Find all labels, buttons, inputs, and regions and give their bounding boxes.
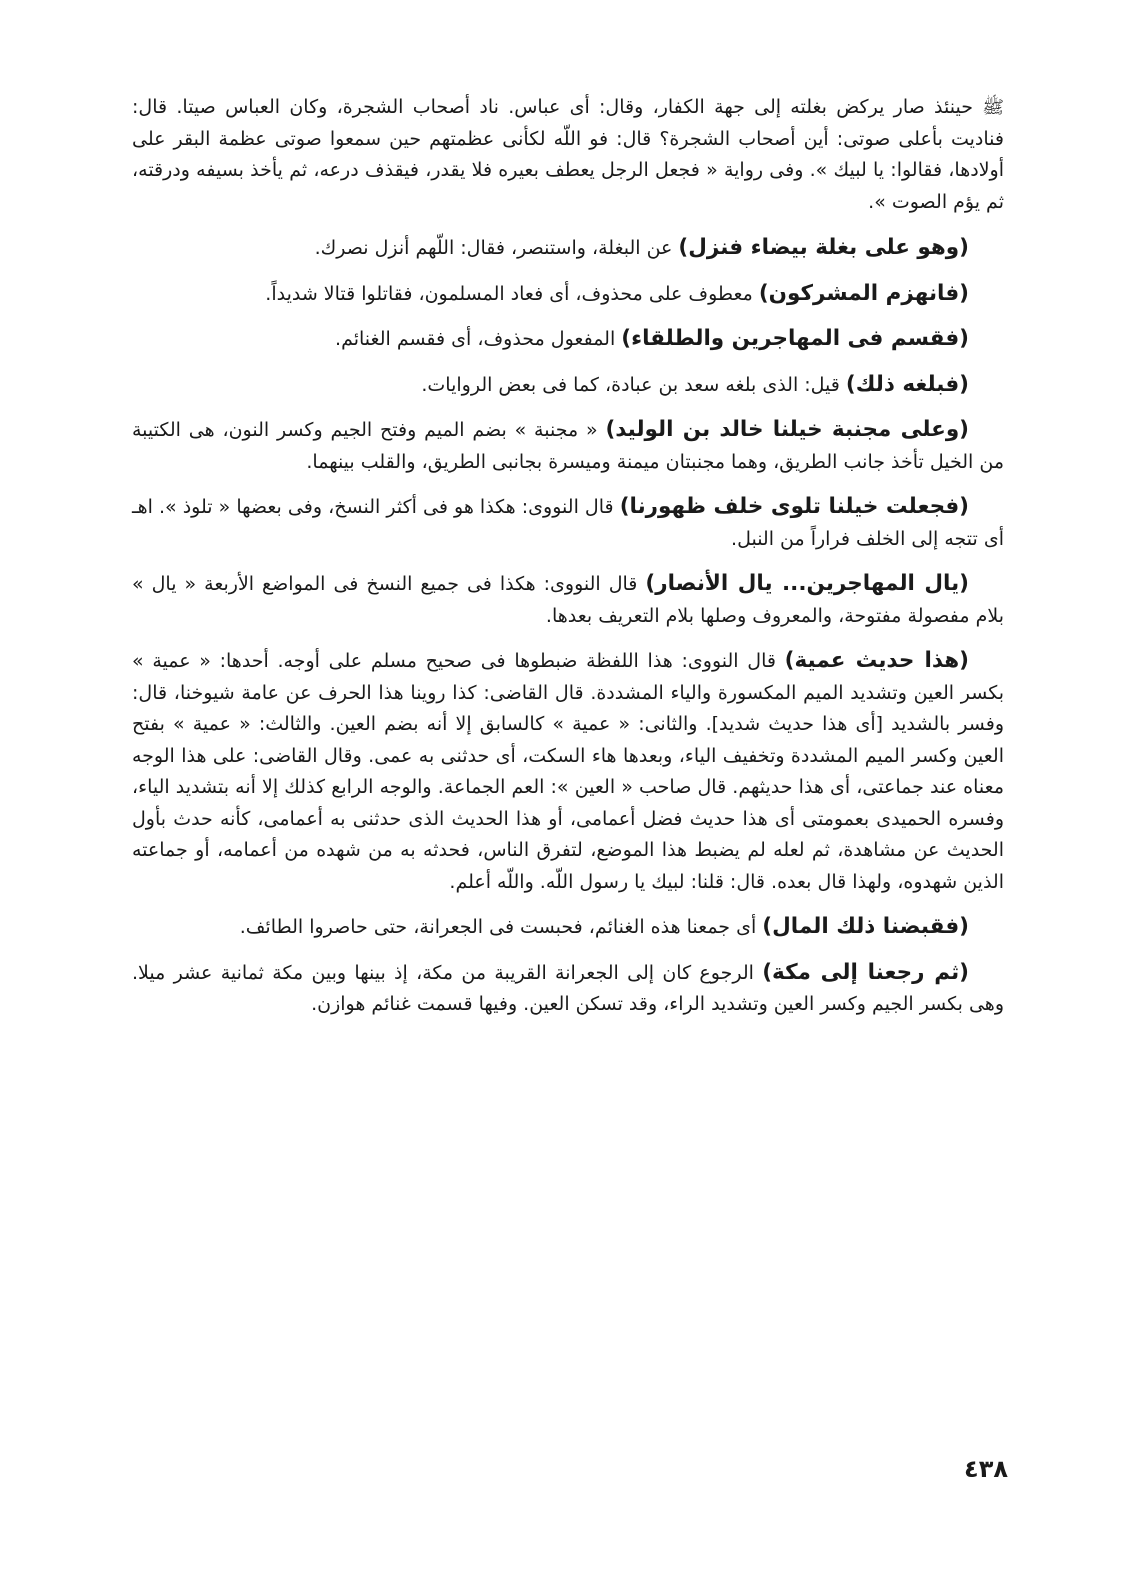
entry-lead: (وعلى مجنبة خيلنا خالد بن الوليد) bbox=[605, 417, 970, 442]
entry-text: أى جمعنا هذه الغنائم، فحبست فى الجعرانة، حتى حاصروا الطائف. bbox=[239, 916, 763, 938]
entry-paragraph bbox=[132, 491, 1004, 555]
entry-paragraph bbox=[132, 911, 1004, 944]
entry-text: « مجنبة » بضم الميم وفتح الجيم وكسر النون، هى الكتيبة من الخيل تأخذ جانب الطريق، وهما مجنبتان ميمنة وميسرة بجانبى الطريق، والقلب بينهما. bbox=[132, 419, 1004, 473]
salutation-seal: ﷺ bbox=[982, 97, 1004, 118]
entry-lead: (ثم رجعنا إلى مكة) bbox=[762, 959, 969, 985]
entry-text: قال النووى: هكذا هو فى أكثر النسخ، وفى بعضها « تلوذ ». اهـ أى تتجه إلى الخلف فراراً من النبل. bbox=[132, 496, 1004, 550]
entry-lead: (فقبضنا ذلك المال) bbox=[762, 914, 969, 939]
entry-text: قال النووى: هكذا فى جميع النسخ فى المواضع الأربعة « يال » بلام مفصولة مفتوحة، والمعروف وصلها بلام التعريف بعدها. bbox=[132, 573, 1004, 627]
entry-lead: (هذا حديث عمية) bbox=[784, 648, 969, 673]
entry-lead: (يال المهاجرين... يال الأنصار) bbox=[645, 571, 969, 596]
intro-text: حينئذ صار يركض بغلته إلى جهة الكفار، وقال: أى عباس. ناد أصحاب الشجرة، وكان العباس صيتا. قال: فناديت بأعلى صوتى: أين أصحاب الشجرة؟ قال: فو اللّه لكأنى عظمتهم حين سمعوا صوتى عظمة البقر على أولادها، فقالوا: يا لبيك ». وفى رواية « فجعل الرجل يعطف بعيره فلا يقدر، فيقذف درعه، ثم يأخذ بسيفه ودرقته، ثم يؤم الصوت ». bbox=[132, 96, 1004, 213]
entry-paragraph bbox=[132, 232, 1004, 265]
entry-paragraph bbox=[132, 568, 1004, 632]
entry-paragraph bbox=[132, 414, 1004, 478]
entry-paragraph bbox=[132, 369, 1004, 402]
entry-paragraph bbox=[132, 645, 1004, 898]
entry-lead: (فقسم فى المهاجرين والطلقاء) bbox=[621, 326, 969, 351]
entry-paragraph bbox=[132, 957, 1004, 1021]
entry-lead: (وهو على بغلة بيضاء فنزل) bbox=[678, 235, 969, 260]
page-number: ٤٣٨ bbox=[964, 1455, 1008, 1483]
entry-text: الرجوع كان إلى الجعرانة القريبة من مكة، إذ بينها وبين مكة ثمانية عشر ميلا. وهى بكسر الجيم وكسر العين وتشديد الراء، وقد تسكن العين. وفيها قسمت غنائم هوازن. bbox=[132, 961, 1004, 1015]
entry-paragraph bbox=[132, 278, 1004, 311]
entry-lead: (فبلغه ذلك) bbox=[845, 371, 969, 397]
entry-text: قال النووى: هذا اللفظة ضبطوها فى صحيح مسلم على أوجه. أحدها: « عمية » بكسر العين وتشديد الميم المكسورة والياء المشددة. قال القاضى: كذا روينا هذا الحرف عن عامة شيوخنا، قال: وفسر بالشديد [أى هذا حديث شديد]. والثانى: « عمية » كالسابق إلا أنه بضم العين. والثالث: « عمية » بفتح العين وكسر الميم المشددة وتخفيف الياء، وبعدها هاء السكت، أى حدثنى به عمى. وقال القاضى: على هذا الوجه معناه عند جماعتى، أى هذا حديثهم. قال صاحب « العين »: العم الجماعة. والوجه الرابع كذلك إلا أنه بتشديد الياء، وفسره الحميدى بعمومتى أى هذا حديث فضل أعمامى، أو هذا الحديث الذى حدثنى به أعمامى، كأنه حدث بأول الحديث عن مشاهدة، ثم لعله لم يضبط هذا الموضع، لتفرق الناس، فحدثه به من شهده من أعمامه، أو جماعته الذين شهدوه، ولهذا قال بعده. قال: قلنا: لبيك يا رسول اللّه. واللّه أعلم. bbox=[132, 650, 1004, 893]
entry-paragraph bbox=[132, 323, 1004, 356]
page-body bbox=[132, 92, 1004, 1034]
entry-text: قيل: الذى بلغه سعد بن عبادة، كما فى بعض الروايات. bbox=[421, 373, 846, 396]
entry-text: المفعول محذوف، أى فقسم الغنائم. bbox=[335, 328, 622, 350]
entry-lead: (فجعلت خيلنا تلوى خلف ظهورنا) bbox=[619, 494, 969, 519]
entry-text: عن البغلة، واستنصر، فقال: اللّهم أنزل نصرك. bbox=[314, 237, 679, 259]
intro-paragraph bbox=[132, 92, 1004, 218]
entry-lead: (فانهزم المشركون) bbox=[758, 280, 969, 306]
entry-text: معطوف على محذوف، أى فعاد المسلمون، فقاتلوا قتالا شديداً. bbox=[265, 282, 759, 305]
